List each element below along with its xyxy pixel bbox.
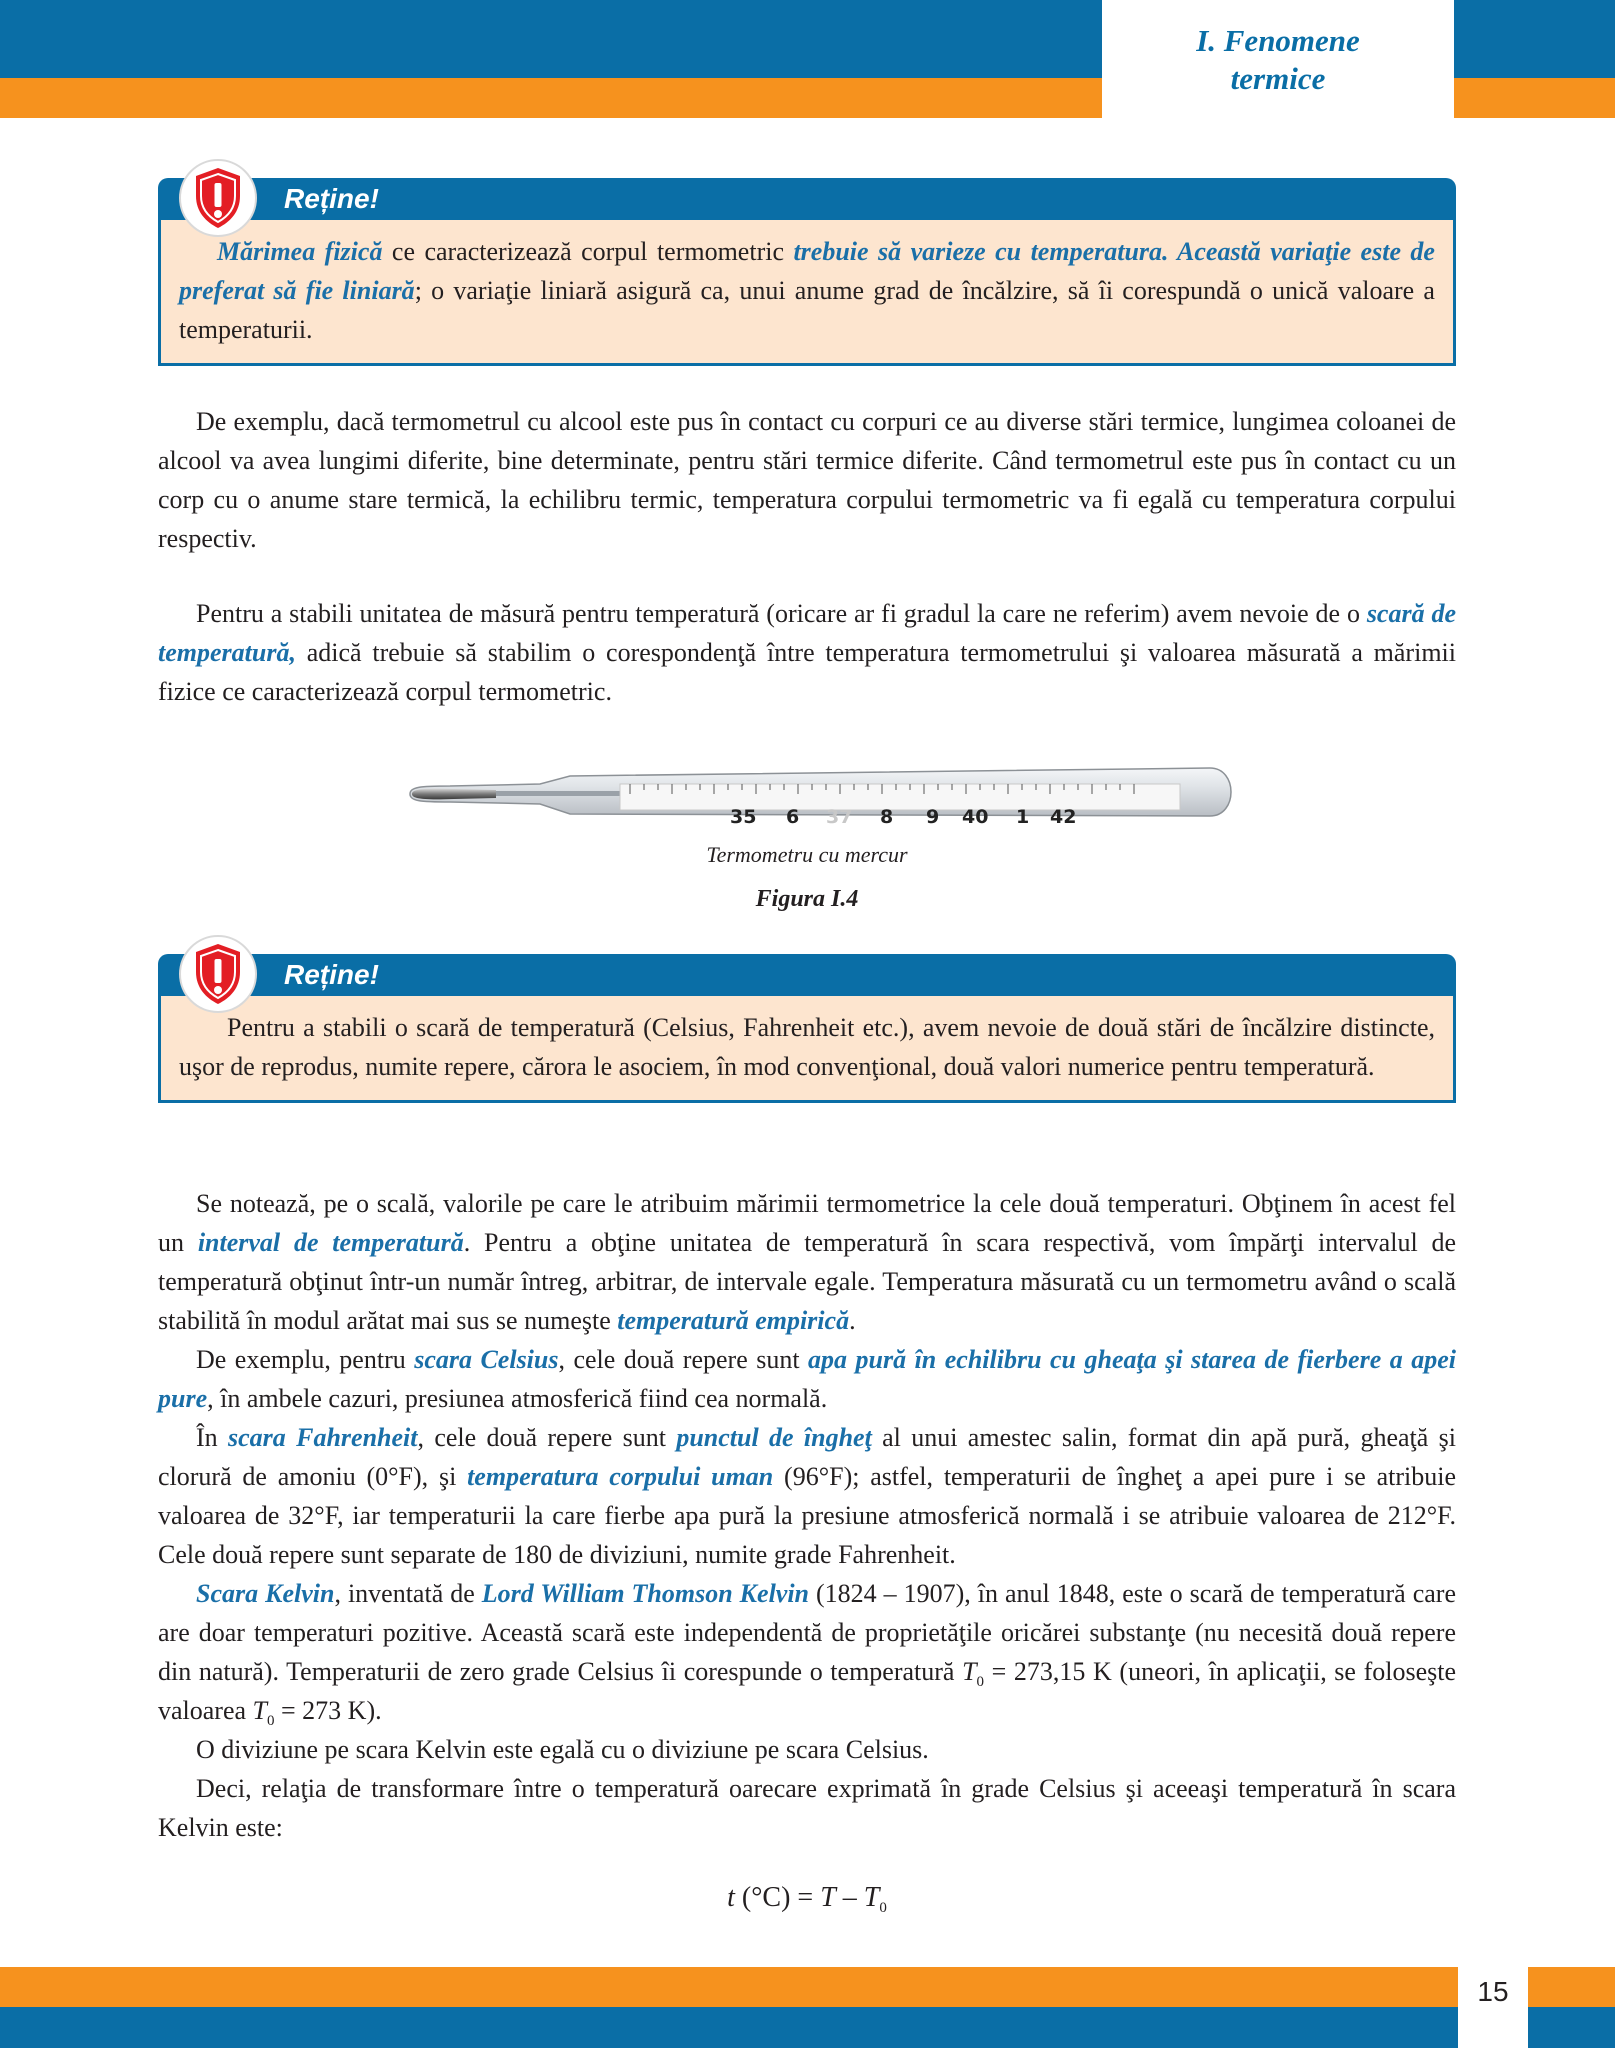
note2-text: Pentru a stabili o scară de temperatură (Celsius, Fahrenheit etc.), avem nevoie de două stări de încălzire distincte, uşor de reprodus, numite repere, cărora le asociem, în mod convenţional, două valori numerice pentru temperatură.: [179, 1013, 1435, 1081]
p6-term-lord-kelvin: Lord William Thomson Kelvin: [481, 1579, 810, 1608]
chapter-title-line2: termice: [1230, 61, 1326, 96]
figure-label: Figura I.4: [755, 886, 859, 912]
chapter-title: [1102, 0, 1454, 120]
p3-text-a: Se notează, pe o scală, valorile pe care le atribuim mărimii termometrice la cele două temperaturi. Obţinem în acest fel un: [158, 1189, 1456, 1257]
scale-label-42: 42: [1050, 806, 1077, 828]
p5-text-a: În: [196, 1423, 228, 1452]
warning-shield-icon: [178, 934, 258, 1014]
p5-text-b: , cele două repere sunt: [417, 1423, 677, 1452]
warning-shield-icon: [178, 158, 258, 238]
p6-text-c: = 273,15 K (uneori, în aplicaţii, se foloseşte valoarea: [158, 1657, 1456, 1725]
paragraph-6: [158, 1574, 1456, 1730]
retine-body-1: [158, 220, 1456, 366]
chapter-title-line1: I. Fenomene: [1196, 23, 1360, 58]
note1-highlight: trebuie să varieze cu temperatura. Această variaţie este de preferat să fie liniară: [179, 237, 1435, 305]
p6-symbol-t0-a: T: [962, 1657, 977, 1686]
p6-symbol-t0-b: T: [252, 1696, 268, 1725]
formula-T: T: [820, 1882, 836, 1913]
figure-caption: Termometru cu mercur: [706, 842, 908, 867]
formula-subscript: 0: [879, 1900, 887, 1916]
scale-label-36: 6: [786, 806, 800, 828]
note1-term: Mărimea fizică: [217, 237, 383, 266]
retine-box-1: [158, 178, 1456, 366]
paragraph-7: O diviziune pe scara Kelvin este egală cu o diviziune pe scara Celsius.: [196, 1735, 929, 1764]
retine-title-1: Reține!: [158, 178, 1456, 220]
p2-text-b: adică trebuie să stabilim o corespondenţă între temperatura termometrului şi valoarea măsurată a mărimii fizice ce caracterizează corpul termometric.: [158, 638, 1456, 706]
p4-text-b: , cele două repere sunt: [558, 1345, 809, 1374]
paragraph-1-text: De exemplu, dacă termometrul cu alcool este pus în contact cu corpuri ce au diverse stări termice, lungimea coloanei de alcool va avea lungimi diferite, bine determinate, pentru stări termice diferite. Când termometrul este pus în contact cu un corp cu o anume stare termică, la echilibru termic, temperatura corpului termometric va fi egală cu temperatura corpului respectiv.: [158, 407, 1456, 553]
scale-label-39: 9: [926, 806, 940, 828]
formula-T0: T: [863, 1882, 880, 1913]
retine-body-2: [158, 996, 1456, 1103]
p4-term-repere: apa pură în echilibru cu gheaţa şi starea de fierbere a apei pure: [158, 1345, 1456, 1413]
scale-label-38: 8: [880, 806, 894, 828]
p2-text-a: Pentru a stabili unitatea de măsură pentru temperatură (oricare ar fi gradul la care ne referim) avem nevoie de o: [196, 599, 1367, 628]
p5-term-corp-uman: temperatura corpului uman: [467, 1462, 774, 1491]
paragraph-2: [158, 594, 1456, 711]
paragraph-8: Deci, relaţia de transformare între o temperatură oarecare exprimată în grade Celsius şi aceeaşi temperatură în scara Kelvin este:: [158, 1774, 1456, 1842]
paragraph-5: [158, 1418, 1456, 1574]
p6-text-a: , inventată de: [334, 1579, 482, 1608]
paragraph-4: [158, 1340, 1456, 1418]
p5-text-d: (96°F); astfel, temperaturii de îngheţ a apei pure i se atribuie valoarea de 32°F, iar temperaturii la care fierbe apa pură la presiune atmosferică normală i se atribuie valoarea de 212°F. Cele două repere sunt separate de 180 de diviziuni, numite grade Fahrenheit.: [158, 1462, 1456, 1569]
formula-mid: (°C) =: [734, 1882, 821, 1913]
p6-term-kelvin: Scara Kelvin: [196, 1579, 335, 1608]
p5-term-fahrenheit: scara Fahrenheit: [228, 1423, 418, 1452]
p3-text-b: . Pentru a obţine unitatea de temperatură în scara respectivă, vom împărţi intervalul de temperatură obţinut într-un număr întreg, arbitrar, de intervale egale. Temperatura măsurată cu un termometru având o scală stabilită în modul arătat mai sus se numeşte: [158, 1228, 1456, 1335]
retine-box-2: [158, 954, 1456, 1103]
p3-text-c: .: [849, 1306, 856, 1335]
p3-term-empirica: temperatură empirică: [617, 1306, 850, 1335]
scale-label-41: 1: [1016, 806, 1030, 828]
footer-blue-band: [0, 2007, 1615, 2048]
p5-term-inghet: punctul de îngheţ: [676, 1423, 872, 1452]
page-number: 15: [1458, 1960, 1528, 2048]
note1-text-a: ce caracterizează corpul termometric: [382, 237, 794, 266]
scale-label-35: 35: [730, 806, 757, 828]
p4-text-a: De exemplu, pentru: [196, 1345, 415, 1374]
formula-t: t: [727, 1882, 735, 1913]
paragraph-3: [158, 1184, 1456, 1340]
p6-subscript-b: 0: [267, 1713, 275, 1729]
note1-text-b: ; o variaţie liniară asigură ca, unui anume grad de încălzire, să îi corespundă o unică valoare a temperaturii.: [179, 276, 1435, 344]
p4-text-c: , în ambele cazuri, presiunea atmosferică fiind cea normală.: [207, 1384, 828, 1413]
p3-term-interval: interval de temperatură: [197, 1228, 464, 1257]
thermometer-figure: [400, 756, 1240, 846]
retine-title-2: Reține!: [158, 954, 1456, 996]
scale-label-37: 37: [826, 806, 853, 828]
formula-celsius-kelvin: [158, 1882, 1456, 1914]
footer-orange-band: [0, 1967, 1615, 2007]
main-text: [158, 1184, 1456, 1847]
p4-term-celsius: scara Celsius: [414, 1345, 559, 1374]
p5-text-c: al unui amestec salin, format din apă pură, gheaţă şi clorură de amoniu (0°F), şi: [158, 1423, 1456, 1491]
p6-text-d: = 273 K).: [274, 1696, 382, 1725]
p2-term: scară de temperatură,: [158, 599, 1456, 667]
formula-minus: –: [835, 1882, 864, 1913]
paragraph-1: [158, 402, 1456, 558]
p6-text-b: (1824 – 1907), în anul 1848, este o scară de temperatură care are doar temperaturi pozitive. Această scară este independentă de proprietăţile oricărei substanţe (nu necesită două repere din natură). Temperaturii de zero grade Celsius îi corespunde o temperatură: [158, 1579, 1456, 1686]
scale-label-40: 40: [962, 806, 989, 828]
p6-subscript-a: 0: [976, 1674, 985, 1690]
